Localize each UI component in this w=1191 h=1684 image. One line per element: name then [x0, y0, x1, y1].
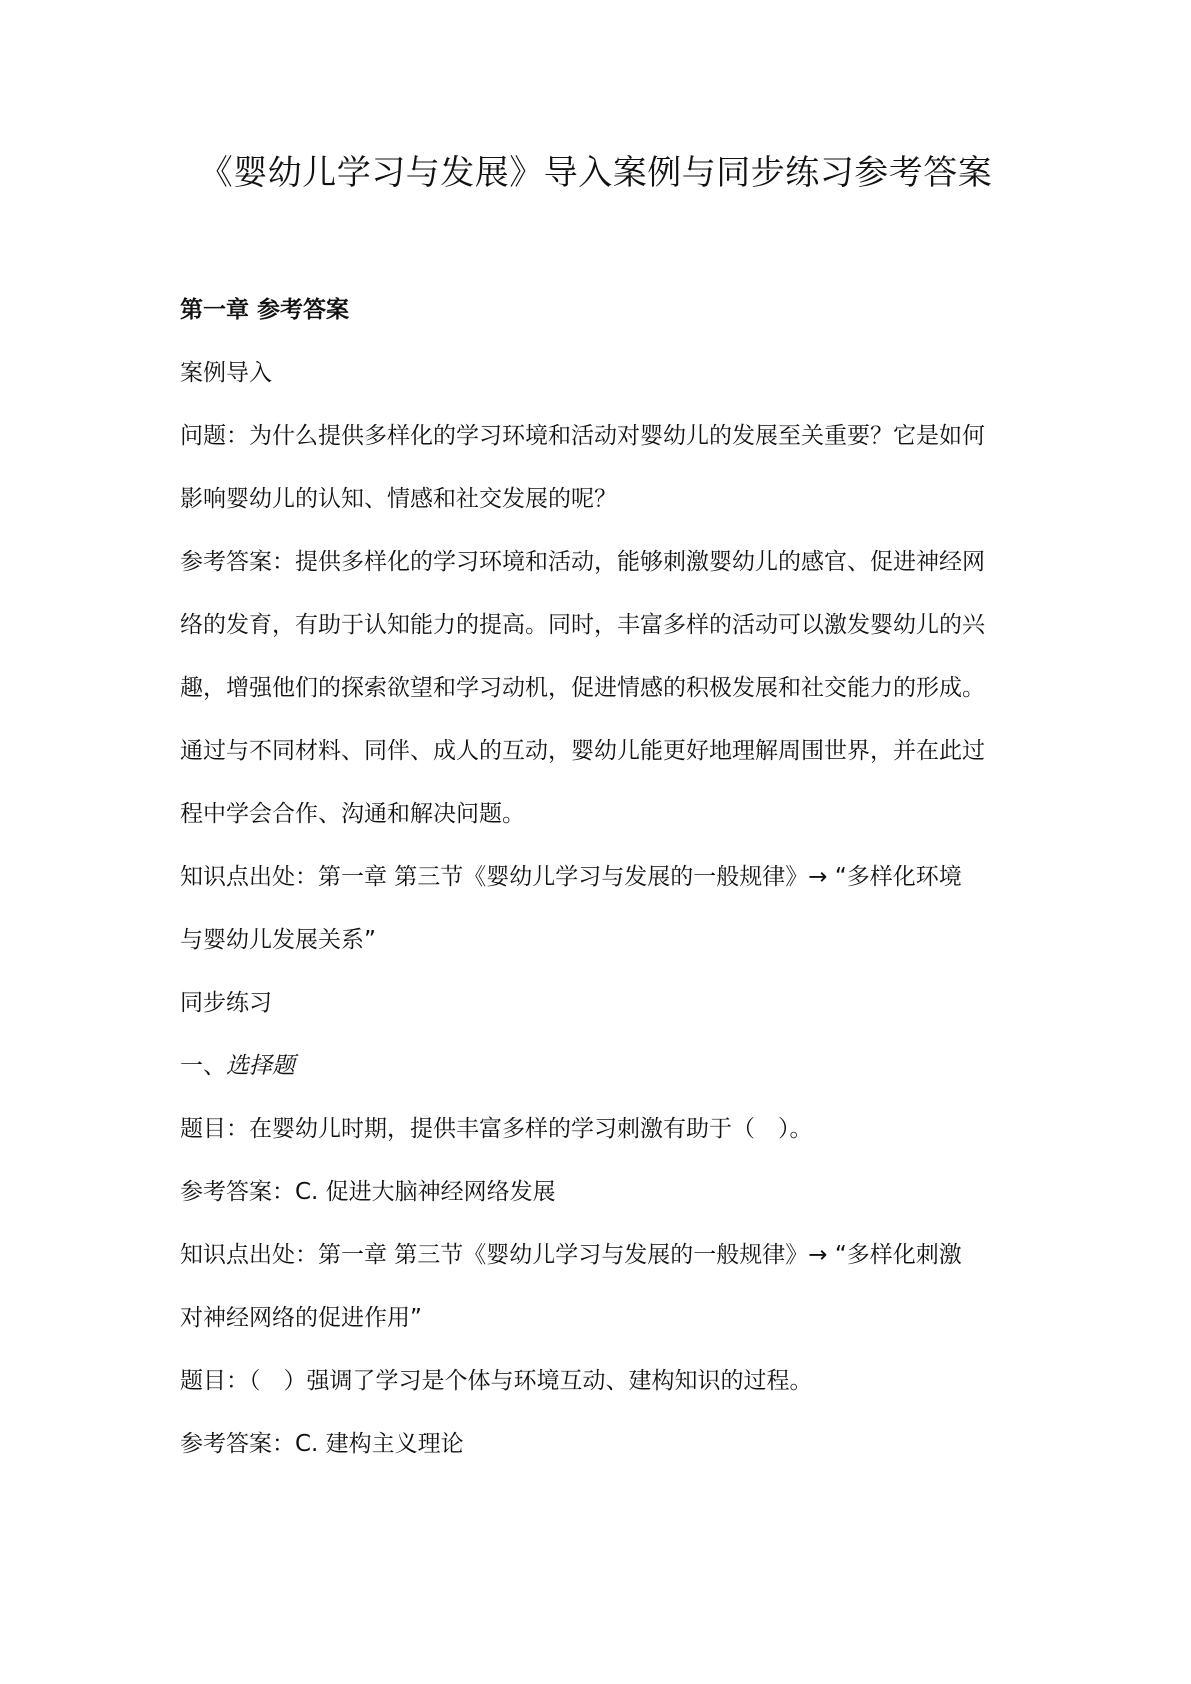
section-number: 一、 [180, 1053, 226, 1079]
section-heading [180, 1035, 1025, 1098]
case-answer-line-1: 参考答案：提供多样化的学习环境和活动，能够刺激婴幼儿的感官、促进神经网 [180, 549, 985, 575]
practice-label: 同步练习 [180, 990, 272, 1016]
case-answer-line-3: 趣，增强他们的探索欲望和学习动机，促进情感的积极发展和社交能力的形成。 [180, 675, 985, 701]
case-answer-line-5: 程中学会合作、沟通和解决问题。 [180, 801, 525, 827]
question-1-source-line-1: 知识点出处：第一章 第三节《婴幼儿学习与发展的一般规律》→ “多样化刺激 [180, 1242, 962, 1268]
section-title: 选择题 [226, 1053, 295, 1079]
case-intro-label: 案例导入 [180, 360, 272, 386]
chapter-heading: 第一章 参考答案 [180, 297, 350, 323]
question-2-answer: 参考答案：C. 建构主义理论 [180, 1431, 464, 1457]
question-1-source-line-2: 对神经网络的促进作用” [180, 1305, 422, 1331]
case-answer-line-4: 通过与不同材料、同伴、成人的互动，婴幼儿能更好地理解周围世界，并在此过 [180, 738, 985, 764]
case-source-line-1: 知识点出处：第一章 第三节《婴幼儿学习与发展的一般规律》→ “多样化环境 [180, 864, 962, 890]
case-source-line-2: 与婴幼儿发展关系” [180, 927, 376, 953]
question-1-answer: 参考答案：C. 促进大脑神经网络发展 [180, 1179, 556, 1205]
case-answer-line-2: 络的发育，有助于认知能力的提高。同时，丰富多样的活动可以激发婴幼儿的兴 [180, 612, 985, 638]
document-title: 《婴幼儿学习与发展》导入案例与同步练习参考答案 [198, 153, 993, 193]
question-1: 题目：在婴幼儿时期，提供丰富多样的学习刺激有助于（ ）。 [180, 1116, 813, 1142]
document-body [180, 279, 1025, 1476]
case-question-line-2: 影响婴幼儿的认知、情感和社交发展的呢？ [180, 486, 617, 512]
case-question-line-1: 问题：为什么提供多样化的学习环境和活动对婴幼儿的发展至关重要？它是如何 [180, 423, 985, 449]
question-2: 题目：（ ）强调了学习是个体与环境互动、建构知识的过程。 [180, 1368, 813, 1394]
